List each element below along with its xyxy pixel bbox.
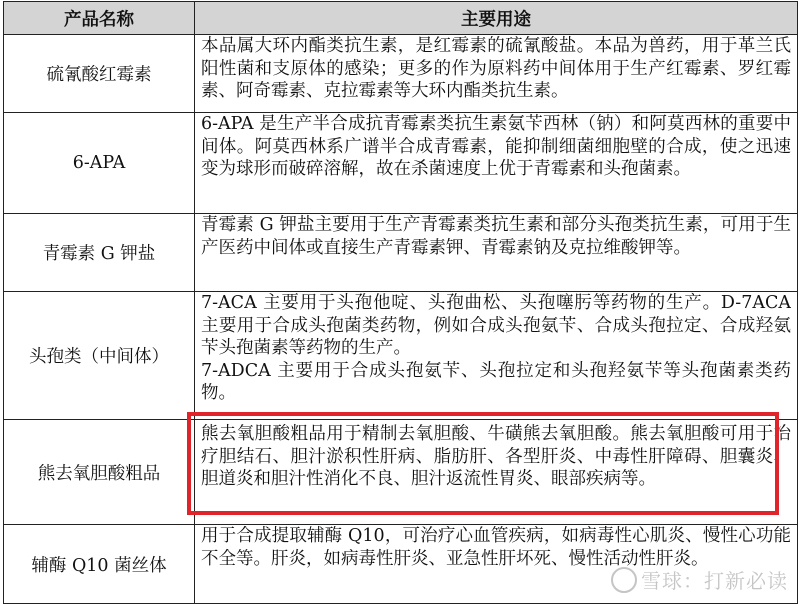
watermark <box>611 565 788 596</box>
table-row <box>4 113 798 214</box>
table-row-highlighted <box>4 420 798 525</box>
product-use <box>195 292 798 420</box>
watermark-text: 雪球：打新必读 <box>641 568 788 593</box>
snowball-logo-icon <box>611 567 637 593</box>
product-use <box>195 420 798 525</box>
product-name: 6-APA <box>4 113 195 214</box>
product-name: 头孢类（中间体） <box>4 292 195 420</box>
table-row <box>4 35 798 113</box>
header-main-use: 主要用途 <box>195 2 798 35</box>
use-paragraph: 熊去氧胆酸粗品用于精制去氧胆酸、牛磺熊去氧胆酸。熊去氧胆酸可用于治疗胆结石、胆汁淤积性肝病、脂肪肝、各型肝炎、中毒性肝障碍、胆囊炎、胆道炎和胆汁性消化不良、胆汁返流性胃炎、眼部疾病等。 <box>201 424 791 489</box>
product-name: 青霉素 G 钾盐 <box>4 214 195 292</box>
use-paragraph: 7-ACA 主要用于头孢他啶、头孢曲松、头孢噻肟等药物的生产。D-7ACA 主要用于合成头孢菌类药物，例如合成头孢氨苄、合成头孢拉定、合成羟氨苄头孢菌素等药物的生产。 <box>201 293 791 358</box>
product-use <box>195 113 798 214</box>
use-paragraph: 7-ADCA 主要用于合成头孢氨苄、头孢拉定和头孢羟氨苄等头孢菌素类药物。 <box>201 360 791 403</box>
header-product-name: 产品名称 <box>4 2 195 35</box>
product-use <box>195 35 798 113</box>
product-table <box>3 1 798 604</box>
product-name: 硫氰酸红霉素 <box>4 35 195 113</box>
product-use <box>195 214 798 292</box>
use-paragraph: 6-APA 是生产半合成抗青霉素类抗生素氨苄西林（钠）和阿莫西林的重要中间体。阿莫西林系广谱半合成青霉素，能抑制细菌细胞壁的合成，使之迅速变为球形而破碎溶解，故在杀菌速度上优于青霉素和头孢菌素。 <box>201 114 791 179</box>
use-paragraph: 用于合成提取辅酶 Q10，可治疗心血管疾病，如病毒性心肌炎、慢性心功能不全等。肝炎，如病毒性肝炎、亚急性肝坏死、慢性活动性肝炎。 <box>201 526 791 569</box>
table-header-row <box>4 2 798 35</box>
table-row <box>4 292 798 420</box>
table-row <box>4 214 798 292</box>
product-name: 熊去氧胆酸粗品 <box>4 420 195 525</box>
product-name: 辅酶 Q10 菌丝体 <box>4 525 195 604</box>
use-paragraph: 本品属大环内酯类抗生素，是红霉素的硫氰酸盐。本品为兽药，用于革兰氏阳性菌和支原体的感染；更多的作为原料药中间体用于生产红霉素、罗红霉素、阿奇霉素、克拉霉素等大环内酯类抗生素。 <box>201 36 791 101</box>
use-paragraph: 青霉素 G 钾盐主要用于生产青霉素类抗生素和部分头孢类抗生素，可用于生产医药中间体或直接生产青霉素钾、青霉素钠及克拉维酸钾等。 <box>201 215 791 258</box>
